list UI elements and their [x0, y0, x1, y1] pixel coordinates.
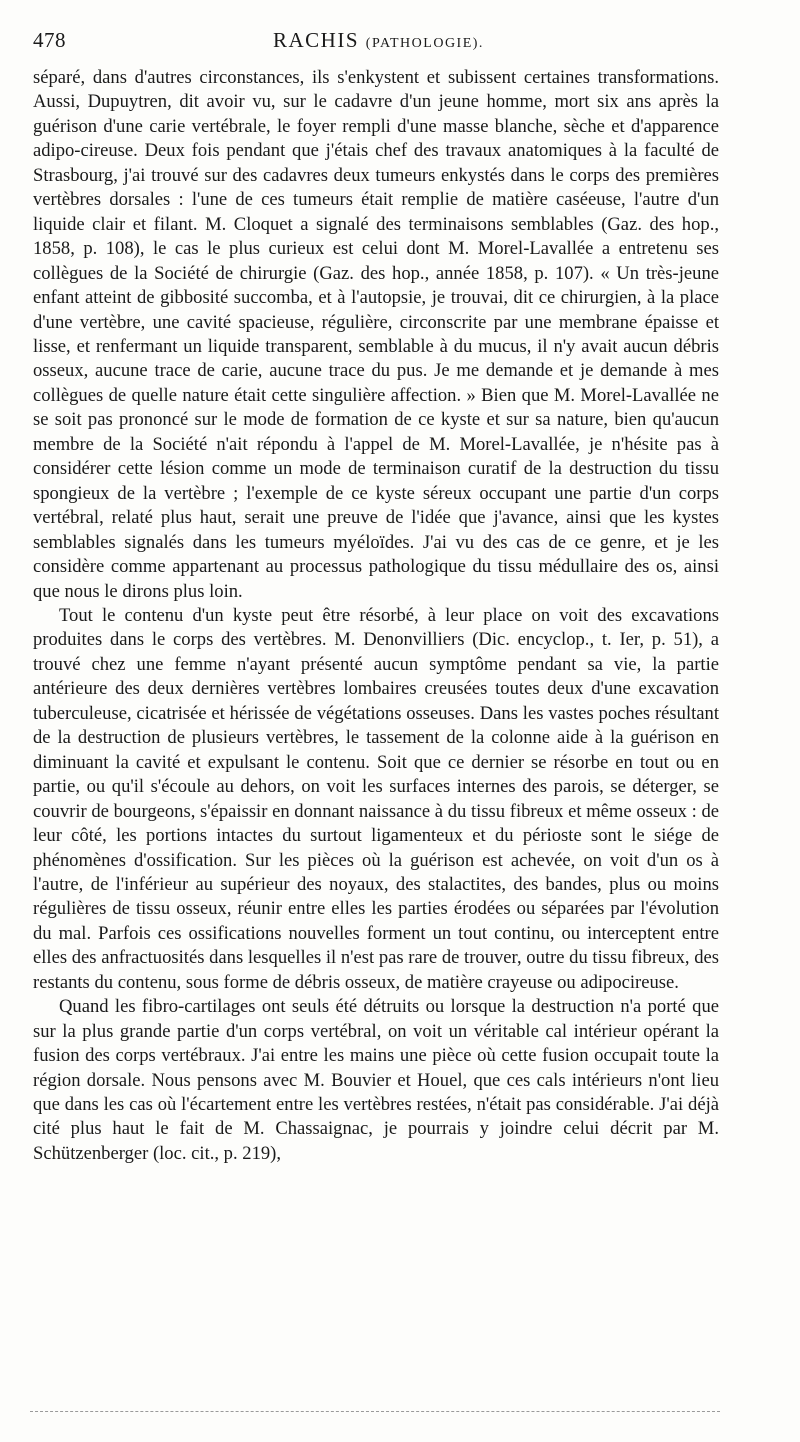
- running-title: RACHIS: [273, 28, 360, 52]
- page-header: [33, 28, 720, 58]
- running-head: [273, 28, 484, 53]
- page-number: 478: [33, 28, 66, 52]
- paragraph-1: séparé, dans d'autres circonstances, ils s'enkystent et subissent certaines transformations. Aussi, Dupuytren, dit avoir vu, sur le cadavre d'un jeune homme, mort six ans après la guérison d'une carie vertébrale, le foyer rempli d'une masse blanche, sèche et d'apparence adipo-cireuse. Deux fois pendant que j'étais chef des travaux anatomiques à la faculté de Strasbourg, j'ai trouvé sur des cadavres deux tumeurs enkystés dans le corps des premières vertèbres dorsales : l'une de ces tumeurs était remplie de matière caséeuse, l'autre d'un liquide clair et filant. M. Cloquet a signalé des terminaisons semblables (Gaz. des hop., 1858, p. 108), le cas le plus curieux est celui dont M. Morel-Lavallée a entretenu ses collègues de la Société de chirurgie (Gaz. des hop., année 1858, p. 107). « Un très-jeune enfant atteint de gibbosité succomba, et à l'autopsie, je trouvai, dit ce chirurgien, à la place d'une vertèbre, une cavité spacieuse, régulière, circonscrite par une membrane épaisse et lisse, et renfermant un liquide transparent, semblable à du mucus, il n'y avait aucun débris osseux, aucune trace de carie, aucune trace du pus. Je me demande et je demande à mes collègues de quelle nature était cette singulière affection. » Bien que M. Morel-Lavallée ne se soit pas prononcé sur le mode de formation de ce kyste et sur sa nature, bien qu'aucun membre de la Société n'ait répondu à l'appel de M. Morel-Lavallée, je n'hésite pas à considérer cette lésion comme un mode de terminaison curatif de la destruction du tissu spongieux de la vertèbre ; l'exemple de ce kyste séreux occupant une partie d'un corps vertébral, relaté plus haut, serait une preuve de l'idée que j'avance, ainsi que les kystes semblables signalés dans les tumeurs myéloïdes. J'ai vu des cas de ce genre, et je les considère comme appartenant au processus pathologique du tissu médullaire des os, ainsi que nous le dirons plus loin.: [33, 67, 719, 602]
- paragraph-3: Quand les fibro-cartilages ont seuls été détruits ou lorsque la destruction n'a porté que sur la plus grande partie d'un corps vertébral, on voit un véritable cal intérieur opérant la fusion des corps vertébraux. J'ai entre les mains une pièce où cette fusion occupait toute la région dorsale. Nous pensons avec M. Bouvier et Houel, que ces cals intérieurs n'ont lieu que dans les cas où l'écartement entre les vertèbres restées, n'était pas considérable. J'ai déjà cité plus haut le fait de M. Chassaignac, je pourrais y joindre celui décrit par M. Schützenberger (loc. cit., p. 219),: [33, 996, 719, 1164]
- running-subtitle: (PATHOLOGIE).: [365, 36, 484, 51]
- body-text: [33, 66, 719, 1166]
- paragraph-2: Tout le contenu d'un kyste peut être résorbé, à leur place on voit des excavations produites dans le corps des vertèbres. M. Denonvilliers (Dic. encyclop., t. Ier, p. 51), a trouvé chez une femme n'ayant présenté aucun symptôme pendant sa vie, la partie antérieure des deux dernières vertèbres lombaires creusées toutes deux d'une excavation tuberculeuse, cicatrisée et hérissée de végétations osseuses. Dans les vastes poches résultant de la destruction de plusieurs vertèbres, le tassement de la colonne aide à la guérison en diminuant la cavité et expulsant le contenu. Soit que ce dernier se résorbe en tout ou en partie, ou qu'il s'écoule au dehors, on voit les surfaces internes des parois, se déterger, se couvrir de bourgeons, s'épaissir en donnant naissance à du tissu fibreux et même osseux : de leur côté, les portions intactes du surtout ligamenteux et du périoste sont le siége de phénomènes d'ossification. Sur les pièces où la guérison est achevée, on voit d'un os à l'autre, de l'inférieur au supérieur des noyaux, des stalactites, des bandes, plus ou moins régulières de tissu osseux, réunir entre elles les parties érodées ou séparées par l'évolution du mal. Parfois ces ossifications nouvelles forment un tout continu, ou interceptent entre elles des anfractuosités dans lesquelles il n'est pas rare de trouver, outre du tissu fibreux, des restants du contenu, sous forme de débris osseux, de matière crayeuse ou adipocireuse.: [33, 604, 719, 993]
- bottom-rule: [30, 1411, 720, 1412]
